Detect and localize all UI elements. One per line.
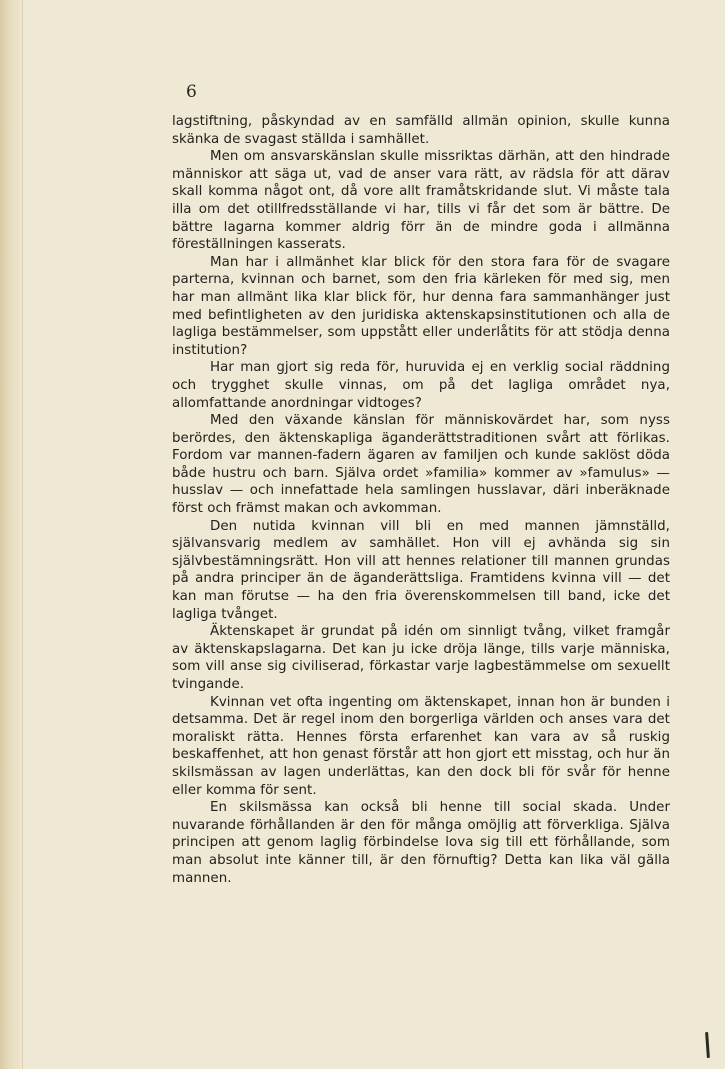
paragraph-8: Kvinnan vet ofta ingenting om äktenskapet, innan hon är bunden i detsamma. Det är regel inom den borgerliga världen och anses vara det moraliskt rätta. Hennes första erfarenhet kan vara av så ruskig beskaffenhet, att hon genast förstår att hon gjort ett misstag, och hur än skilsmässan av lagen underlättas, kan den dock bli för svår för henne eller komma för sent. bbox=[172, 694, 670, 798]
page-edge bbox=[0, 0, 23, 1069]
paragraph-4: Har man gjort sig reda för, huruvida ej en verklig social räddning och trygghet skulle vinnas, om på det lagliga området nya, allomfattande anordningar vidtoges? bbox=[172, 360, 670, 411]
paragraph-5: Med den växande känslan för människovärdet har, som nyss berördes, den äktenskapliga äganderättstraditionen svårt att förlikas. Fordom var mannen-fadern ägaren av familjen och kunde saklöst döda både hustru och barn. Själva ordet »familia» kommer av »famulus» — husslav — och innefattade hela samlingen husslavar, däri inberäknade först och främst makan och avkomman. bbox=[172, 413, 670, 517]
paragraph-9: En skilsmässa kan också bli henne till social skada. Under nuvarande förhållanden är den för många omöjlig att förverkliga. Själva principen att genom laglig förbindelse lova sig till ett förhållande, som man absolut inte känner till, är den förnuftig? Detta kan lika väl gälla mannen. bbox=[172, 800, 670, 886]
paragraph-1: lagstiftning, påskyndad av en samfälld allmän opinion, skulle kunna skänka de svagast ställda i samhället. bbox=[172, 114, 670, 147]
paragraph-3: Man har i allmänhet klar blick för den stora fara för de svagare parterna, kvinnan och barnet, som den fria kärleken för med sig, men har man allmänt lika klar blick för, hur denna fara sammanhänger just med befintligheten av den juridiska aktenskapsinstitutionen och alla de lagliga bestämmelser, som uppstått eller underlåtits för att stödja denna institution? bbox=[172, 254, 670, 358]
paragraph-2: Men om ansvarskänslan skulle missriktas därhän, att den hindrade människor att säga ut, vad de anser vara rätt, av rädsla för att därav skall komma något ont, då vore allt framåtskridande slut. Vi måste tala illa om det otillfredsställande vi har, tills vi får det som är bättre. De bättre lagarna kommer aldrig förr än de mindre goda i allmänna föreställningen kasserats. bbox=[172, 149, 670, 253]
paragraph-6: Den nutida kvinnan vill bli en med mannen jämnställd, självansvarig medlem av samhället. Hon vill ej avhända sig sin självbestämningsrätt. Hon vill att hennes relationer till mannen grundas på andra principer än de äganderättsliga. Framtidens kvinna vill — det kan man förutse — ha den fria överenskommelsen till band, icke det lagliga tvånget. bbox=[172, 518, 670, 622]
paragraph-7: Äktenskapet är grundat på idén om sinnligt tvång, vilket framgår av äktenskapslagarna. Det kan ju icke dröja länge, tills varje människa, som vill anse sig civiliserad, förkastar varje lagbestämmelse om sexuellt tvingande. bbox=[172, 624, 670, 692]
page-number: 6 bbox=[186, 82, 197, 102]
body-text bbox=[172, 113, 670, 887]
ink-mark bbox=[705, 1032, 710, 1058]
